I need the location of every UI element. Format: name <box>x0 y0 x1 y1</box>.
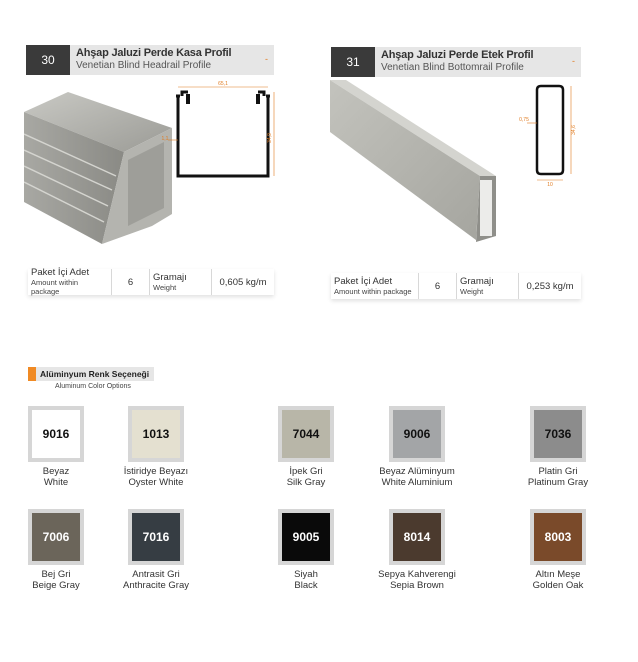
swatch-color <box>534 513 582 561</box>
swatch-frame <box>28 406 84 462</box>
swatch-name-en: Golden Oak <box>532 580 584 591</box>
swatch-code: 7044 <box>292 427 320 441</box>
swatch-name-tr: Beyaz <box>42 466 70 477</box>
swatch-name-en: Black <box>294 580 318 591</box>
swatch-name-tr: Sepya Kahverengi <box>378 569 456 580</box>
swatch-code: 1013 <box>142 427 170 441</box>
bottomrail-technical-drawing <box>515 78 585 188</box>
swatch-code: 7036 <box>544 427 572 441</box>
swatch-frame <box>530 406 586 462</box>
color-section-subtitle: Aluminum Color Options <box>55 383 131 390</box>
swatch-color <box>282 410 330 458</box>
product-header-31 <box>331 47 581 77</box>
swatch-name-en: White <box>43 477 69 488</box>
dimension-width: 65,1 <box>218 81 228 87</box>
package-value: 6 <box>419 273 457 299</box>
product-titles <box>70 45 274 75</box>
swatch-code: 9005 <box>292 530 320 544</box>
color-section-title: Alüminyum Renk Seçeneği <box>40 369 150 379</box>
swatch-frame <box>389 406 445 462</box>
color-swatch-9006 <box>362 406 472 488</box>
product-header-30 <box>26 45 274 75</box>
product-number: 30 <box>26 45 70 75</box>
swatch-frame <box>28 509 84 565</box>
swatch-color <box>132 513 180 561</box>
swatch-code: 7006 <box>42 530 70 544</box>
product-title-tr: Ahşap Jaluzi Perde Kasa Profil <box>76 47 232 59</box>
color-swatch-7044 <box>251 406 361 488</box>
swatch-name-tr: Antrasit Gri <box>132 569 180 580</box>
swatch-color <box>282 513 330 561</box>
package-label-en: Amount within package <box>31 278 79 296</box>
swatch-name-tr: İstiridye Beyazı <box>123 466 189 477</box>
swatch-code: 8014 <box>403 530 431 544</box>
swatch-code: 9006 <box>403 427 431 441</box>
product-titles <box>375 47 581 77</box>
swatch-name-tr: Beyaz Alüminyum <box>379 466 455 477</box>
weight-label-en: Weight <box>153 282 177 292</box>
package-label-tr: Paket İçi Adet <box>334 275 393 287</box>
dimension-width: 10 <box>547 182 553 188</box>
package-label <box>331 273 419 299</box>
dimension-wall: 0,75 <box>519 117 529 123</box>
product-spec-31 <box>331 273 581 299</box>
swatch-code: 7016 <box>142 530 170 544</box>
dimension-height: 34,6 <box>571 125 577 135</box>
swatch-name-en: Beige Gray <box>32 580 80 591</box>
color-swatch-9016 <box>1 406 111 488</box>
headrail-technical-drawing <box>150 80 275 185</box>
weight-label <box>457 273 519 299</box>
swatch-name-en: Anthracite Gray <box>123 580 189 591</box>
product-title-en: Venetian Blind Bottomrail Profile <box>381 62 524 73</box>
swatch-color <box>534 410 582 458</box>
product-dash: - <box>572 56 575 66</box>
swatch-color <box>393 410 441 458</box>
swatch-name-en: White Aluminium <box>381 477 453 488</box>
section-accent-mark <box>28 367 36 381</box>
swatch-frame <box>128 509 184 565</box>
dimension-lip: 1,1 <box>161 136 169 142</box>
product-title-en: Venetian Blind Headrail Profile <box>76 60 212 71</box>
package-label-en: Amount within package <box>334 286 412 296</box>
swatch-color <box>32 513 80 561</box>
swatch-frame <box>128 406 184 462</box>
package-value: 6 <box>112 269 150 295</box>
swatch-name-tr: Altın Meşe <box>535 569 581 580</box>
weight-value: 0,605 kg/m <box>219 276 267 288</box>
swatch-code: 9016 <box>42 427 70 441</box>
swatch-name-en: Sepia Brown <box>390 580 444 591</box>
bottomrail-profile-render <box>330 80 500 245</box>
swatch-name-en: Oyster White <box>128 477 184 488</box>
swatch-color <box>132 410 180 458</box>
weight-label <box>150 269 212 295</box>
package-label <box>28 269 112 295</box>
color-swatch-8014 <box>362 509 472 591</box>
color-swatch-8003 <box>503 509 613 591</box>
swatch-name-en: Silk Gray <box>286 477 326 488</box>
color-swatch-7036 <box>503 406 613 488</box>
swatch-color <box>32 410 80 458</box>
product-spec-30 <box>28 269 274 295</box>
weight-label-tr: Gramajı <box>153 271 187 283</box>
dimension-height: 34,9 <box>267 133 273 143</box>
weight-value: 0,253 kg/m <box>526 280 574 292</box>
swatch-frame <box>530 509 586 565</box>
swatch-name-tr: Platin Gri <box>538 466 578 477</box>
swatch-frame <box>389 509 445 565</box>
swatch-name-tr: Bej Gri <box>41 569 71 580</box>
product-number: 31 <box>331 47 375 77</box>
swatch-name-tr: Siyah <box>294 569 318 580</box>
swatch-name-tr: İpek Gri <box>289 466 323 477</box>
weight-label-en: Weight <box>460 286 484 296</box>
package-label-tr: Paket İçi Adet <box>31 267 90 278</box>
color-swatch-1013 <box>101 406 211 488</box>
color-swatch-9005 <box>251 509 361 591</box>
color-swatch-7016 <box>101 509 211 591</box>
weight-label-tr: Gramajı <box>460 275 494 287</box>
swatch-frame <box>278 509 334 565</box>
product-title-tr: Ahşap Jaluzi Perde Etek Profil <box>381 49 534 61</box>
product-dash: - <box>265 54 268 64</box>
color-section-header <box>28 367 154 381</box>
swatch-color <box>393 513 441 561</box>
swatch-name-en: Platinum Gray <box>527 477 589 488</box>
swatch-frame <box>278 406 334 462</box>
color-swatch-7006 <box>1 509 111 591</box>
swatch-code: 8003 <box>544 530 572 544</box>
